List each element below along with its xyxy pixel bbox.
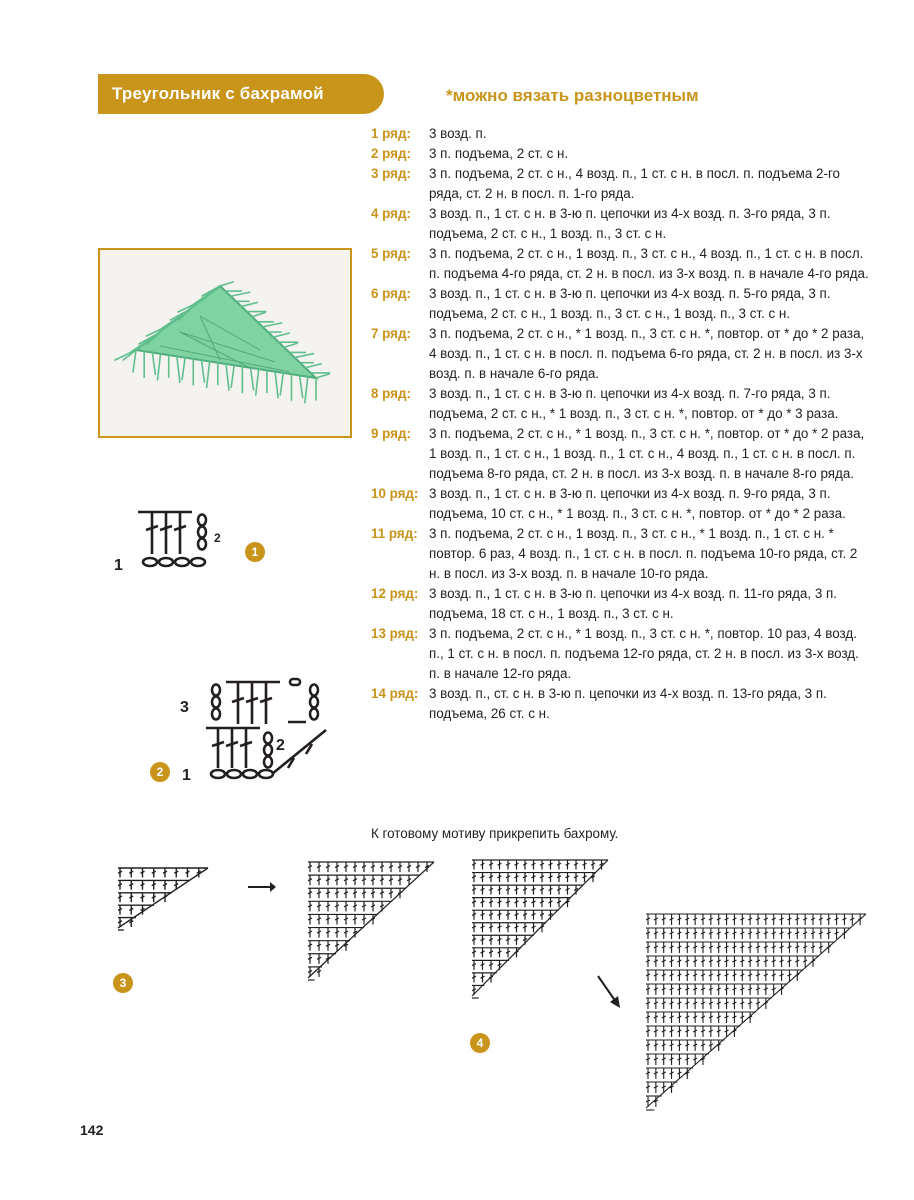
row-label: 14 ряд: xyxy=(371,686,419,701)
stitch-mark xyxy=(141,896,145,898)
row-11 xyxy=(371,524,871,584)
stitch-mark xyxy=(174,884,178,886)
row-text: 3 возд. п., 1 ст. с н. в 3-ю п. цепочки из 4-х возд. п. 7-го ряда, 3 п. подъема, 2 ст. с н., * 1 возд. п., 3 ст. с н. *, повтор. от * до * 3 раза. xyxy=(429,386,839,421)
row-label: 2 ряд: xyxy=(371,146,411,161)
section-title: Треугольник с бахрамой xyxy=(98,74,384,114)
fringe-strand xyxy=(305,377,308,403)
fringe-strand xyxy=(305,364,321,368)
fringe-strand xyxy=(152,353,155,375)
arrow-right-icon xyxy=(246,880,276,894)
row-text: 3 возд. п., 1 ст. с н. в 3-ю п. цепочки из 4-х возд. п. 11-го ряда, 3 п. подъема, 18 ст. с н., 1 возд. п., 3 ст. с н. xyxy=(429,586,837,621)
fringe-strand xyxy=(275,372,278,398)
stitch-mark xyxy=(118,896,122,898)
fringe-strand xyxy=(231,292,250,296)
stitch-diagram-medium xyxy=(302,860,442,990)
step-badge-3: 3 xyxy=(113,973,133,993)
row-text: 3 п. подъема, 2 ст. с н., 1 возд. п., 3 ст. с н., 4 возд. п., 1 ст. с н. в посл. п. подъема 4-го ряда, ст. 2 н. в посл. из 3-х возд. п. в начале 4-го ряда. xyxy=(429,246,869,281)
row-label: 4 ряд: xyxy=(371,206,411,221)
diagram-row-label: 2 xyxy=(214,531,221,545)
stitch-diagram-3 xyxy=(112,866,212,940)
stitch-mark xyxy=(163,871,167,873)
arrow-down-right-icon xyxy=(596,974,624,1010)
diagram-row-label: 1 xyxy=(182,767,191,784)
row-14 xyxy=(371,684,871,724)
row-label: 11 ряд: xyxy=(371,526,418,541)
row-label: 6 ряд: xyxy=(371,286,411,301)
row-7 xyxy=(371,324,871,384)
stitch-diagram-2 xyxy=(176,676,336,786)
row-text: 3 п. подъема, 2 ст. с н., * 1 возд. п., 3 ст. с н. *, повтор. от * до * 2 раза, 4 возд. п., 1 ст. с н. в посл. п. подъема 6-го ряда, ст. 2 н. в посл. из 3-х возд. п. в начале 6-го ряда. xyxy=(429,326,865,381)
row-text: 3 п. подъема, 2 ст. с н., * 1 возд. п., 3 ст. с н. *, повтор. 10 раз, 4 возд. п., 1 ст. с н. в посл. п. подъема 12-го ряда, ст. 2 н. в посл. из 3-х возд. п. в начале 12-го ряда. xyxy=(429,626,859,681)
row-4 xyxy=(371,204,871,244)
fringe-strand xyxy=(252,313,265,317)
diagram-row-label: 3 xyxy=(180,699,189,716)
fringe-strand xyxy=(280,373,283,395)
fringe-strand xyxy=(273,333,289,337)
fringe-strand xyxy=(251,368,254,390)
row-text: 3 п. подъема, 2 ст. с н., 1 возд. п., 3 ст. с н., * 1 возд. п., 1 ст. с н. * повтор. 6 раз, 4 возд. п., 1 ст. с н. в посл. п. подъема 10-го ряда, ст. 2 н. в посл. из 3-х возд. п. в начале 10-го ряда. xyxy=(429,526,858,581)
row-label: 10 ряд: xyxy=(371,486,419,501)
fringe-strand xyxy=(316,374,329,378)
row-text: 3 возд. п., 1 ст. с н. в 3-ю п. цепочки из 4-х возд. п. 5-го ряда, 3 п. подъема, 2 ст. с н., 1 возд. п., 3 ст. с н., 1 возд. п., 3 ст. с н. xyxy=(429,286,831,321)
stitch-diagram-1 xyxy=(110,508,230,576)
row-2 xyxy=(371,144,871,164)
diagram-row-label: 2 xyxy=(276,737,285,754)
subtitle-note: *можно вязать разноцветным xyxy=(446,86,699,105)
fringe-strand xyxy=(158,354,161,380)
stitch-mark xyxy=(129,908,133,910)
row-text: 3 возд. п., 1 ст. с н. в 3-ю п. цепочки из 4-х возд. п. 9-го ряда, 3 п. подъема, 10 ст. с н., * 1 возд. п., 3 ст. с н. *, повтор. от * до * 2 раза. xyxy=(429,486,846,521)
stitch-mark xyxy=(163,884,167,886)
row-label: 9 ряд: xyxy=(371,426,411,441)
row-text: 3 возд. п. xyxy=(429,126,487,141)
diagram-row-label: 1 xyxy=(114,557,123,574)
fringe-strand xyxy=(133,350,136,372)
stitch-diagram-medium-2 xyxy=(466,858,616,1008)
row-10 xyxy=(371,484,871,524)
stitch-mark xyxy=(129,884,133,886)
row-label: 5 ряд: xyxy=(371,246,411,261)
row-label: 13 ряд: xyxy=(371,626,419,641)
row-label: 3 ряд: xyxy=(371,166,411,181)
row-text: 3 п. подъема, 2 ст. с н., 4 возд. п., 1 ст. с н. в посл. п. подъема 2-го ряда, ст. 2 н. в посл. п. 1-го ряда. xyxy=(429,166,840,201)
fringe-strand xyxy=(182,358,185,380)
stitch-mark xyxy=(141,871,145,873)
stitch-mark xyxy=(152,896,156,898)
row-label: 1 ряд: xyxy=(371,126,411,141)
fringe-strand xyxy=(241,302,257,306)
stitch-mark xyxy=(118,921,122,923)
row-9 xyxy=(371,424,871,484)
row-6 xyxy=(371,284,871,324)
row-12 xyxy=(371,584,871,624)
stitch-mark xyxy=(118,871,122,873)
stitch-mark xyxy=(118,884,122,886)
fringe-strand xyxy=(226,364,229,390)
step-badge-4: 4 xyxy=(470,1033,490,1053)
fringe-strand xyxy=(300,375,303,397)
fringe-strand xyxy=(231,365,234,387)
row-5 xyxy=(371,244,871,284)
stitch-mark xyxy=(174,871,178,873)
stitch-mark xyxy=(186,871,190,873)
row-13 xyxy=(371,624,871,684)
fringe-strand xyxy=(220,282,233,286)
fringe-strand xyxy=(201,360,204,382)
chart-edge xyxy=(472,860,608,996)
stitch-mark xyxy=(152,871,156,873)
stitch-mark xyxy=(129,921,133,923)
fringe-strand xyxy=(295,354,314,358)
fringe-strand xyxy=(284,343,297,347)
stitch-mark xyxy=(129,896,133,898)
row-3 xyxy=(371,164,871,204)
stitch-mark xyxy=(129,871,133,873)
final-note: К готовому мотиву прикрепить бахрому. xyxy=(371,826,619,841)
row-1 xyxy=(371,124,871,144)
stitch-mark xyxy=(118,908,122,910)
row-text: 3 возд. п., 1 ст. с н. в 3-ю п. цепочки из 4-х возд. п. 3-го ряда, 3 п. подъема, 2 ст. с н., 1 возд. п., 3 ст. с н. xyxy=(429,206,831,241)
page-number: 142 xyxy=(80,1122,104,1138)
fringe-strand xyxy=(207,361,210,387)
row-8 xyxy=(371,384,871,424)
row-label: 7 ряд: xyxy=(371,326,411,341)
row-text: 3 п. подъема, 2 ст. с н., * 1 возд. п., 3 ст. с н. *, повтор. от * до * 2 раза, 1 возд. п., 1 ст. с н., 1 возд. п., 1 ст. с н., 4 возд. п., 1 ст. с н. в посл. п. подъема 8-го ряда, ст. 2 н. в посл. из 3-х возд. п. в начале 8-го ряда. xyxy=(429,426,865,481)
stitch-mark xyxy=(152,884,156,886)
stitch-mark xyxy=(141,884,145,886)
fringe-strand xyxy=(263,323,282,327)
stitch-diagram-large xyxy=(640,912,876,1124)
row-label: 12 ряд: xyxy=(371,586,419,601)
fringe-strand xyxy=(256,369,259,395)
fringe-strand xyxy=(177,356,180,382)
row-text: 3 возд. п., ст. с н. в 3-ю п. цепочки из 4-х возд. п. 13-го ряда, 3 п. подъема, 26 ст. с н. xyxy=(429,686,827,721)
step-badge-1: 1 xyxy=(245,542,265,562)
product-photo xyxy=(98,248,352,438)
instruction-list xyxy=(371,124,871,724)
row-label: 8 ряд: xyxy=(371,386,411,401)
row-text: 3 п. подъема, 2 ст. с н. xyxy=(429,146,569,161)
step-badge-2: 2 xyxy=(150,762,170,782)
